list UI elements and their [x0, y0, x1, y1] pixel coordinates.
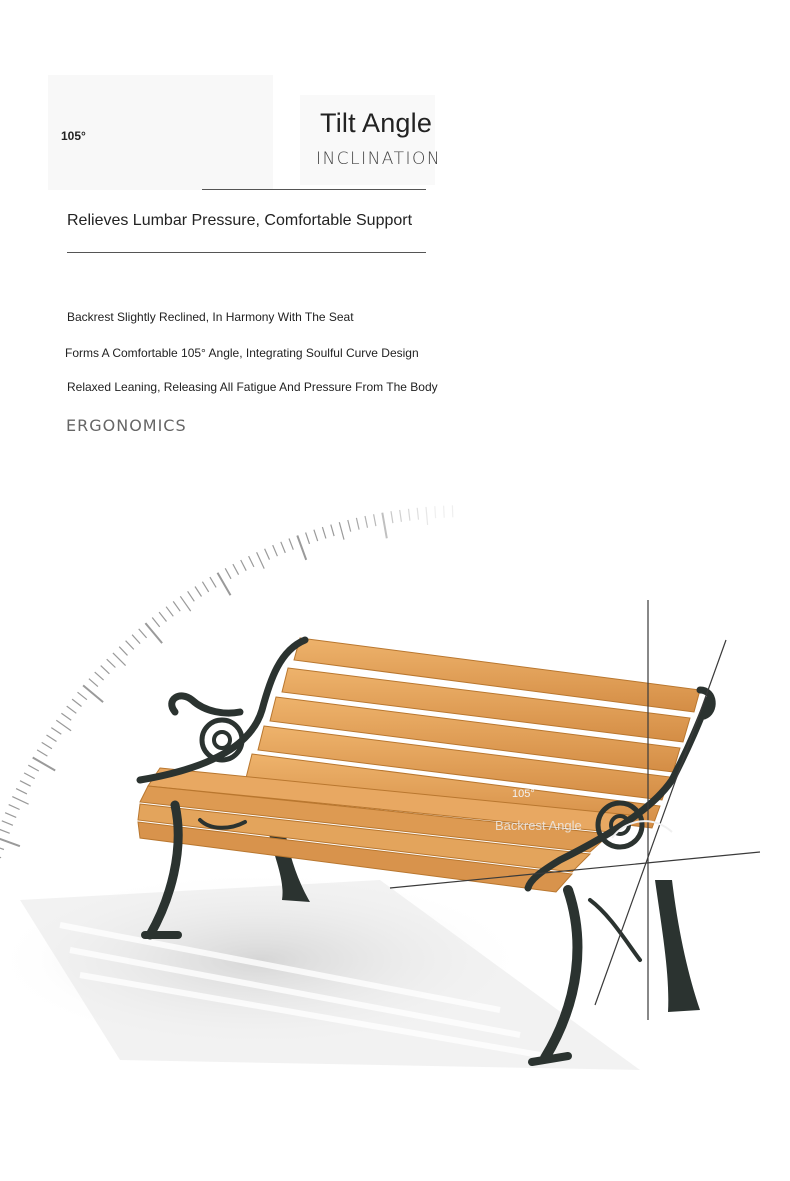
dial-tick: [426, 507, 428, 525]
dial-tick: [339, 522, 344, 539]
dial-tick: [159, 612, 166, 621]
dial-tick: [306, 533, 310, 544]
dial-tick: [16, 789, 27, 794]
dial-tick: [348, 520, 351, 532]
dial-tick: [265, 549, 270, 560]
dial-tick: [273, 545, 278, 556]
dial-tick: [417, 508, 418, 520]
tagline-divider: [67, 252, 426, 253]
dial-tick: [152, 618, 160, 627]
dial-tick: [33, 758, 56, 771]
tagline: Relieves Lumbar Pressure, Comfortable Support: [67, 212, 413, 229]
dial-tick: [322, 527, 326, 538]
dial-tick: [202, 582, 208, 592]
dial-tick: [51, 728, 61, 735]
dial-tick: [2, 821, 13, 826]
page-title: Tilt Angle: [320, 108, 433, 138]
dial-tick: [126, 641, 134, 650]
dial-tick: [42, 742, 52, 748]
dial-tick: [24, 773, 35, 779]
dial-tick: [409, 509, 410, 521]
dial-tick: [180, 596, 190, 611]
dial-tick: [0, 829, 10, 833]
dial-tick: [9, 805, 20, 810]
dial-tick: [0, 846, 4, 850]
dial-tick: [400, 510, 402, 522]
dial-tick: [382, 513, 387, 539]
dial-tick: [56, 720, 71, 730]
section-label: ERGONOMICS: [66, 416, 187, 435]
dial-tick: [0, 837, 20, 846]
dial-tick: [101, 666, 110, 674]
dial-tick: [173, 601, 180, 611]
dial-tick: [107, 659, 116, 667]
bench-shadow: [0, 870, 640, 1070]
dial-tick: [210, 577, 216, 587]
dial-tick: [139, 629, 147, 638]
dial-tick: [61, 713, 71, 720]
dial-tick: [297, 536, 306, 560]
dial-tick: [72, 699, 81, 706]
dial-tick: [249, 556, 254, 567]
dial-tick: [89, 679, 98, 687]
dial-tick: [435, 506, 436, 518]
description-line: Relaxed Leaning, Releasing All Fatigue And Pressure From The Body: [67, 380, 438, 394]
dial-tick: [47, 735, 57, 742]
dial-tick: [5, 813, 16, 818]
page-subtitle: INCLINATION: [316, 149, 442, 169]
description-line: Backrest Slightly Reclined, In Harmony With The Seat: [67, 310, 354, 324]
dial-tick: [314, 530, 318, 541]
header-divider: [202, 189, 426, 190]
dial-tick: [365, 516, 368, 528]
dial-tick: [289, 539, 293, 550]
dial-tick: [331, 525, 334, 537]
dial-tick: [241, 560, 247, 571]
dial-tick: [78, 692, 87, 700]
dial-tick: [0, 854, 1, 858]
dial-tick: [95, 672, 104, 680]
dial-tick: [444, 506, 445, 518]
dial-tick: [195, 587, 202, 597]
dial-tick: [166, 607, 173, 617]
dial-tick: [188, 591, 195, 601]
dial-tick: [37, 750, 47, 756]
dial-tick: [113, 653, 126, 666]
dial-tick: [218, 573, 231, 596]
dial-tick: [281, 542, 286, 553]
dial-tick: [20, 781, 31, 787]
overlay-angle-label: Backrest Angle: [495, 818, 582, 833]
dial-tick: [374, 514, 376, 526]
dial-tick: [356, 518, 359, 530]
dial-tick: [233, 564, 239, 575]
dial-tick: [257, 552, 265, 568]
description-line: Forms A Comfortable 105° Angle, Integrating Soulful Curve Design: [65, 346, 419, 360]
dial-tick: [132, 635, 140, 644]
dial-tick: [28, 765, 39, 771]
angle-value-label: 105°: [61, 129, 86, 143]
dial-tick: [119, 647, 127, 656]
overlay-angle-value: 105°: [512, 788, 535, 800]
dial-tick: [225, 568, 231, 579]
dial-tick: [67, 706, 77, 713]
dial-tick: [391, 511, 393, 523]
dial-tick: [12, 797, 28, 805]
